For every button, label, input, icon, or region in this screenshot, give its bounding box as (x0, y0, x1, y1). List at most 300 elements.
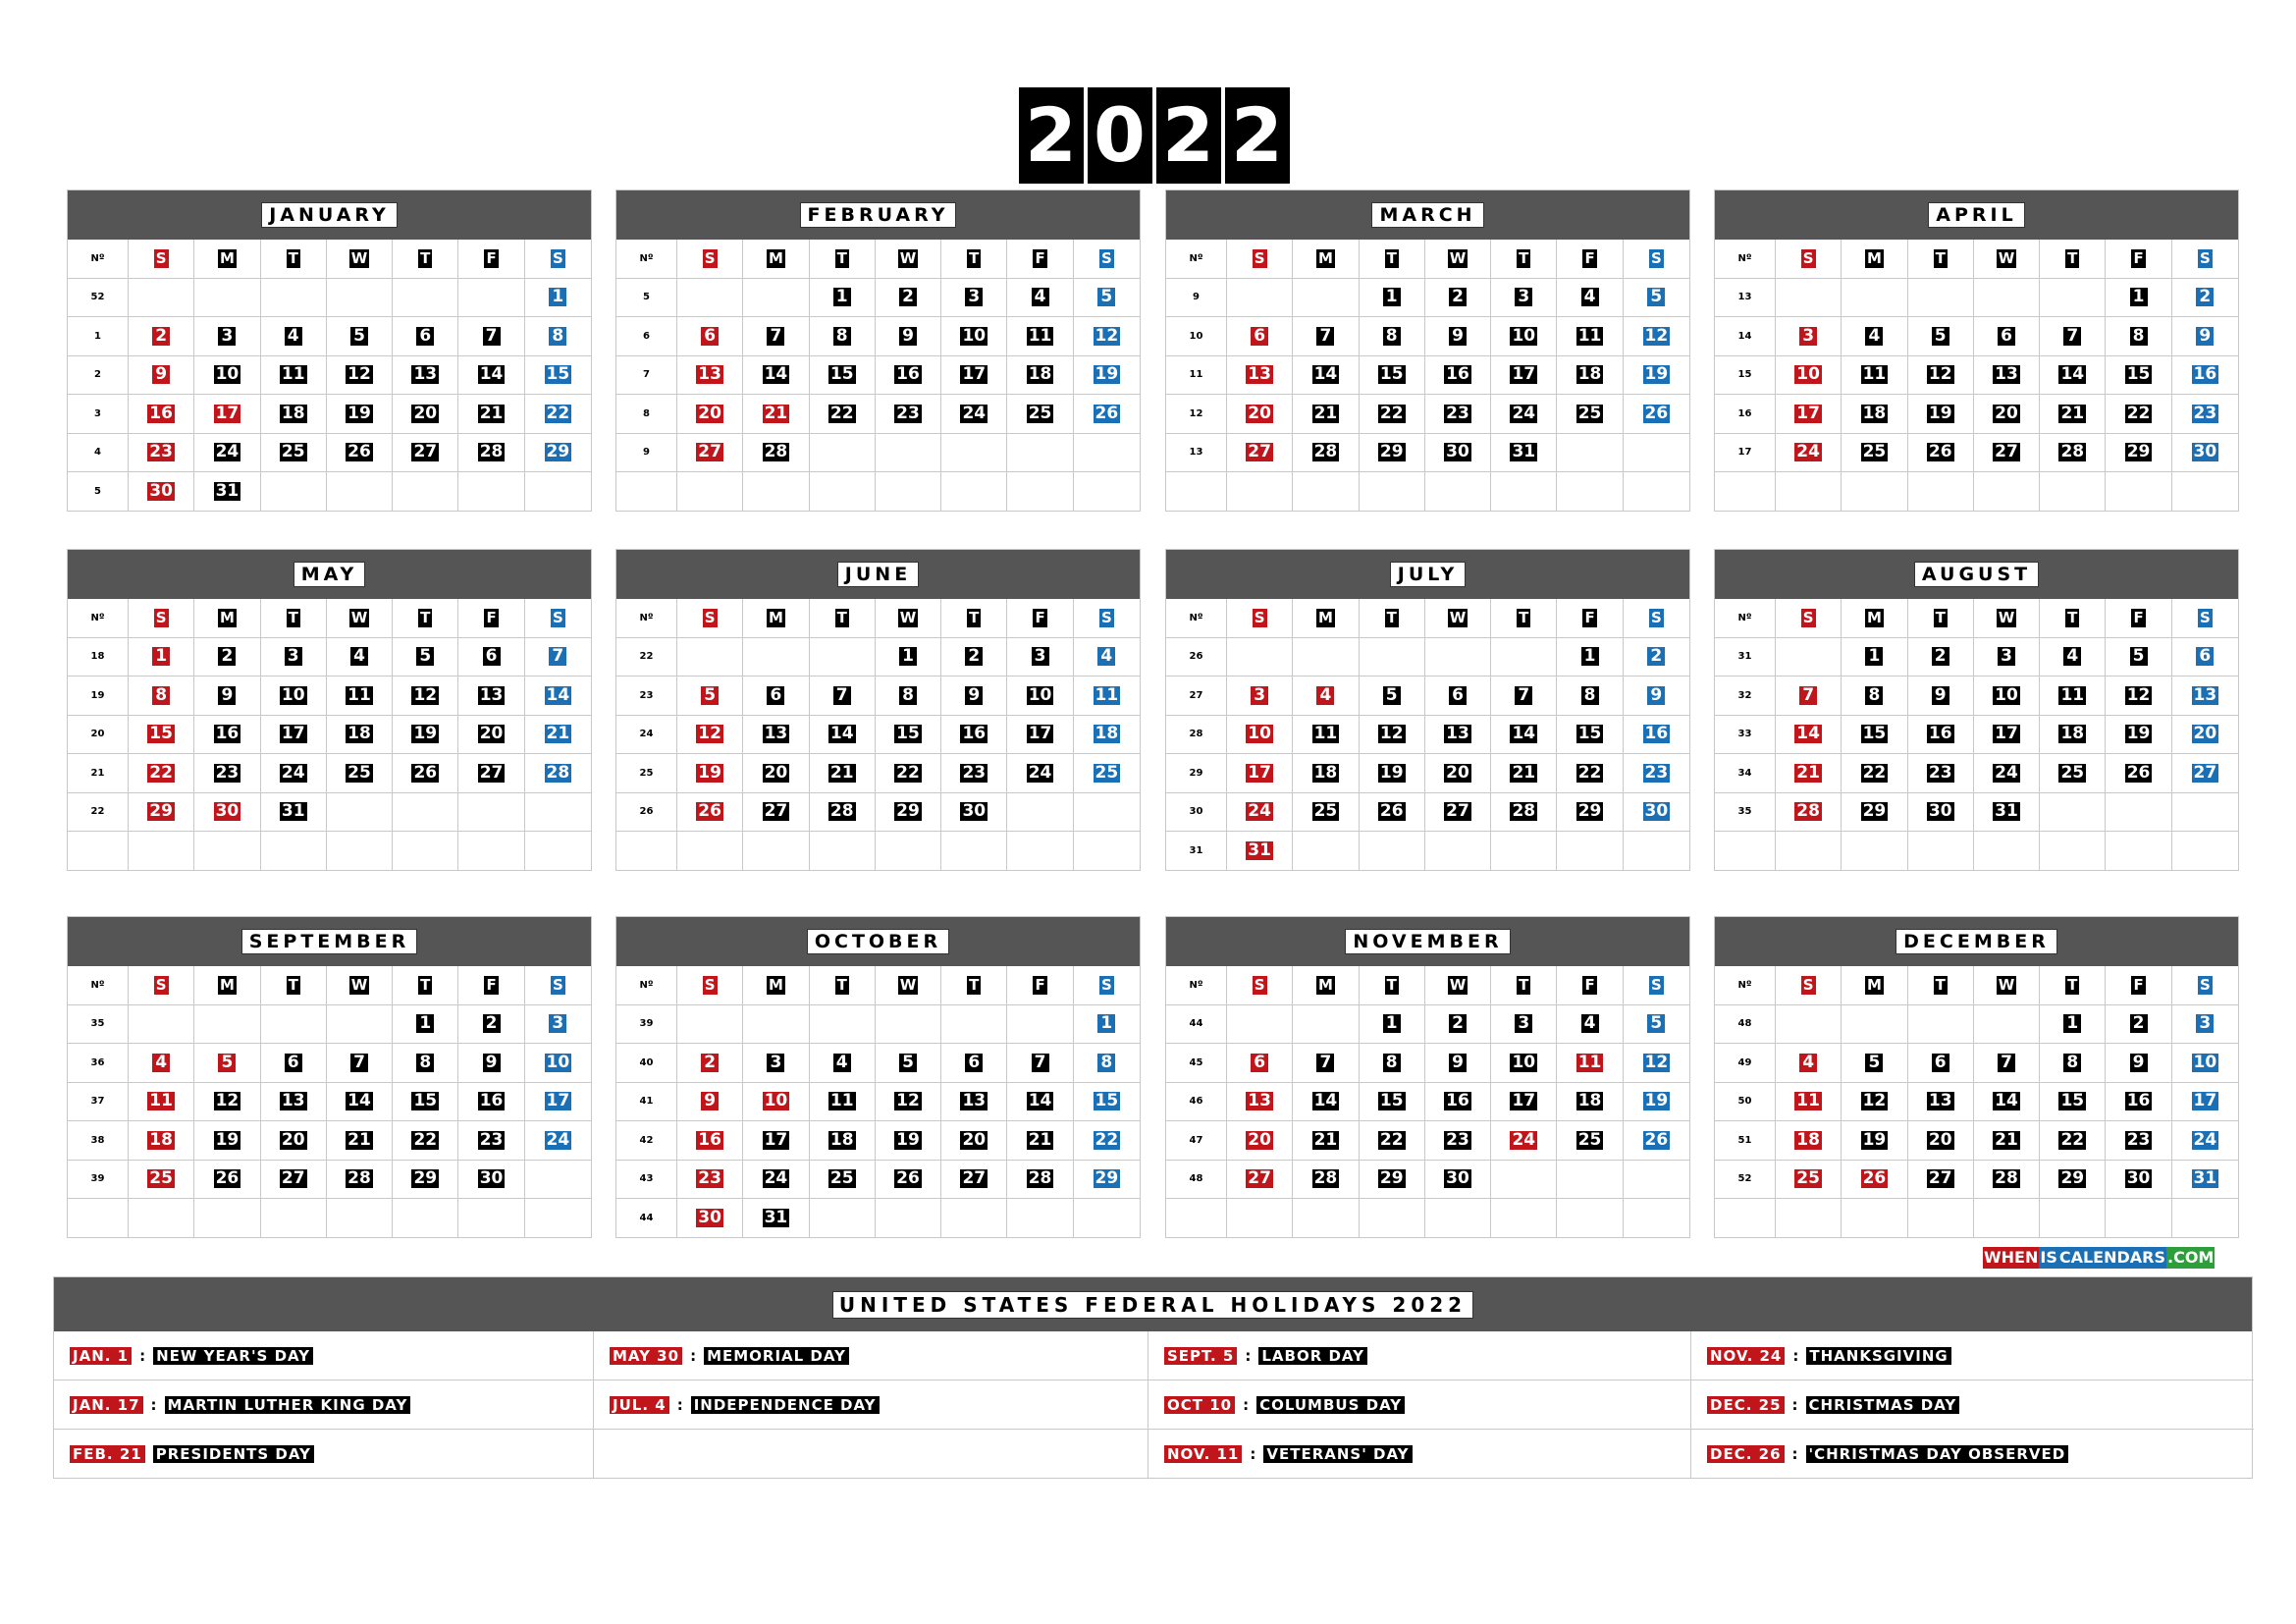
day-cell (1776, 434, 1842, 473)
day-cell (1074, 472, 1140, 512)
day-number: 18 (829, 1129, 854, 1150)
week-number: 36 (68, 1044, 129, 1083)
day-number: 29 (546, 442, 570, 462)
day-cell (393, 1121, 458, 1161)
weekday-header (743, 599, 809, 638)
day-number: 25 (1095, 762, 1119, 783)
day-number: 29 (1862, 801, 1887, 822)
day-cell (1360, 754, 1425, 793)
holidays-table (54, 1331, 2252, 1479)
day-cell (129, 1121, 194, 1161)
day-number: 8 (1581, 686, 1599, 705)
day-number: 1 (549, 288, 566, 306)
day-number: 3 (1515, 1014, 1532, 1033)
day-cell (194, 1044, 260, 1083)
week-number: 31 (1715, 638, 1776, 677)
weekday-label: S (155, 248, 167, 267)
holiday-name: LABOR DAY (1258, 1347, 1367, 1365)
day-cell (1293, 1083, 1359, 1122)
weekday-label: W (350, 975, 368, 994)
day-cell (1776, 716, 1842, 755)
day-number: 11 (1796, 1091, 1820, 1111)
day-number: 9 (701, 1092, 719, 1110)
day-number: 13 (1995, 364, 2018, 385)
day-cell (261, 317, 327, 356)
day-number: 5 (1383, 686, 1401, 705)
day-cell (1776, 832, 1842, 871)
day-cell (1074, 317, 1140, 356)
holiday-cell (54, 1380, 594, 1430)
day-cell (525, 356, 591, 396)
week-number: 13 (1715, 279, 1776, 318)
day-cell (458, 1005, 524, 1045)
weekday-label: F (486, 248, 497, 267)
day-number: 5 (1647, 1014, 1665, 1033)
day-cell (1908, 716, 1974, 755)
day-number: 5 (350, 327, 368, 346)
day-cell (458, 754, 524, 793)
day-number: 18 (347, 724, 371, 744)
month-november (1165, 916, 1690, 1238)
day-number: 21 (1796, 762, 1820, 783)
day-number: 11 (1313, 724, 1338, 744)
day-cell (1360, 279, 1425, 318)
day-number: 20 (1928, 1129, 1952, 1150)
day-cell (2040, 434, 2106, 473)
day-number: 13 (281, 1091, 305, 1111)
day-number: 8 (416, 1054, 434, 1072)
week-number: 5 (616, 279, 677, 318)
day-cell (1227, 434, 1293, 473)
day-cell (1908, 832, 1974, 871)
day-cell (2040, 716, 2106, 755)
day-cell (194, 677, 260, 716)
weekday-label: M (768, 608, 783, 626)
weekday-label: S (552, 608, 563, 626)
holiday-date: JAN. 1 (70, 1347, 132, 1365)
week-number: 42 (616, 1121, 677, 1161)
day-number: 3 (965, 288, 983, 306)
day-number: 10 (1796, 364, 1820, 385)
week-number (1715, 832, 1776, 871)
day-cell (876, 1005, 941, 1045)
day-cell (261, 832, 327, 871)
day-cell (876, 677, 941, 716)
week-number (1715, 472, 1776, 512)
day-cell (2040, 1121, 2106, 1161)
day-number: 4 (1032, 288, 1049, 306)
weekday-header (1491, 240, 1557, 279)
day-number: 27 (962, 1168, 987, 1189)
day-number: 26 (347, 442, 371, 462)
day-cell (743, 832, 809, 871)
day-cell (1227, 472, 1293, 512)
day-cell (1007, 1005, 1073, 1045)
month-name: SEPTEMBER (241, 929, 418, 954)
day-cell (1007, 395, 1073, 434)
day-number: 25 (1577, 403, 1602, 423)
day-number: 7 (1316, 1054, 1334, 1072)
weekday-header (1842, 599, 1907, 638)
day-cell (810, 1083, 876, 1122)
day-cell (261, 1199, 327, 1238)
holiday-cell (54, 1430, 594, 1479)
day-cell (1360, 638, 1425, 677)
week-number: 3 (68, 395, 129, 434)
day-cell (1491, 638, 1557, 677)
week-number: 38 (68, 1121, 129, 1161)
weekday-header (1974, 240, 2040, 279)
day-cell (1776, 793, 1842, 833)
weekday-header (1293, 240, 1359, 279)
holiday-cell (594, 1331, 1148, 1380)
day-number: 12 (347, 364, 371, 385)
month-header (1715, 550, 2238, 599)
day-cell (129, 279, 194, 318)
day-cell (525, 279, 591, 318)
day-number: 24 (2193, 1129, 2217, 1150)
day-number: 1 (2063, 1014, 2081, 1033)
day-cell (1974, 1083, 2040, 1122)
day-number: 19 (215, 1129, 240, 1150)
day-cell (1227, 1083, 1293, 1122)
day-number: 9 (899, 327, 917, 346)
day-cell (2040, 677, 2106, 716)
weekday-header (1491, 599, 1557, 638)
weekday-label: T (969, 248, 980, 267)
day-cell (194, 317, 260, 356)
day-number: 15 (1379, 1091, 1404, 1111)
day-number: 16 (1446, 1091, 1469, 1111)
weekday-label: T (420, 248, 431, 267)
week-number: 51 (1715, 1121, 1776, 1161)
week-number (68, 832, 129, 871)
weekday-label: W (350, 608, 368, 626)
day-cell (1074, 638, 1140, 677)
weekday-header (810, 599, 876, 638)
day-number: 21 (1313, 1129, 1338, 1150)
holiday-cell (1691, 1380, 2254, 1430)
weekday-header (677, 966, 743, 1005)
week-number: 9 (616, 434, 677, 473)
day-number: 28 (829, 801, 854, 822)
weekday-header (1842, 240, 1907, 279)
day-cell (1557, 1083, 1623, 1122)
day-cell (941, 472, 1007, 512)
day-cell (1557, 638, 1623, 677)
day-number: 2 (899, 288, 917, 306)
day-number: 26 (896, 1168, 920, 1189)
day-cell (810, 434, 876, 473)
day-cell (2172, 1083, 2238, 1122)
day-cell (393, 279, 458, 318)
month-october (615, 916, 1141, 1238)
holiday-separator: : (150, 1395, 157, 1414)
week-number: 8 (616, 395, 677, 434)
day-number: 4 (1581, 288, 1599, 306)
day-cell (1425, 1199, 1491, 1238)
day-cell (525, 716, 591, 755)
day-cell (1293, 1044, 1359, 1083)
day-cell (1557, 356, 1623, 396)
day-cell (1624, 793, 1689, 833)
weekday-header (1557, 599, 1623, 638)
day-cell (327, 832, 393, 871)
weekday-header (2040, 966, 2106, 1005)
day-number: 7 (2063, 327, 2081, 346)
day-number: 14 (1313, 364, 1338, 385)
day-number: 9 (1449, 1054, 1467, 1072)
week-number: 19 (68, 677, 129, 716)
day-cell (810, 832, 876, 871)
day-number: 11 (281, 364, 305, 385)
day-number: 16 (896, 364, 920, 385)
day-number: 25 (347, 762, 371, 783)
day-cell (941, 677, 1007, 716)
week-number: 33 (1715, 716, 1776, 755)
day-cell (194, 1161, 260, 1200)
day-cell (458, 638, 524, 677)
day-cell (1293, 395, 1359, 434)
weekday-label: F (1584, 608, 1595, 626)
day-cell (1776, 1044, 1842, 1083)
day-number: 15 (1577, 724, 1602, 744)
week-number: 5 (68, 472, 129, 512)
weekday-header (1360, 240, 1425, 279)
day-cell (1624, 1005, 1689, 1045)
week-number: 12 (1166, 395, 1227, 434)
day-number: 23 (962, 762, 987, 783)
month-april (1714, 189, 2239, 512)
month-name: DECEMBER (1896, 929, 2057, 954)
day-cell (194, 434, 260, 473)
day-cell (1425, 832, 1491, 871)
day-cell (1227, 279, 1293, 318)
weekday-label: T (288, 975, 298, 994)
day-number: 15 (2126, 364, 2151, 385)
day-cell (1425, 356, 1491, 396)
day-number: 25 (149, 1168, 173, 1189)
day-cell (941, 356, 1007, 396)
day-cell (1293, 434, 1359, 473)
day-number: 20 (1248, 403, 1271, 423)
day-cell (327, 1083, 393, 1122)
day-cell (810, 793, 876, 833)
day-number: 6 (1251, 327, 1268, 346)
weekday-header (327, 966, 393, 1005)
day-cell (393, 677, 458, 716)
weekday-header (1776, 966, 1842, 1005)
day-cell (194, 356, 260, 396)
day-number: 22 (2126, 403, 2151, 423)
day-cell (194, 1121, 260, 1161)
day-cell (1491, 472, 1557, 512)
day-cell (1007, 1083, 1073, 1122)
weekday-label: M (219, 248, 235, 267)
weekday-label: T (969, 975, 980, 994)
day-number: 5 (2130, 647, 2148, 666)
day-cell (2172, 793, 2238, 833)
day-cell (525, 1161, 591, 1200)
day-cell (2040, 1161, 2106, 1200)
month-march (1165, 189, 1690, 512)
day-cell (1074, 677, 1140, 716)
day-cell (677, 1083, 743, 1122)
day-number: 2 (483, 1014, 501, 1033)
day-number: 7 (1316, 327, 1334, 346)
holiday-separator: : (1792, 1346, 1799, 1365)
day-number: 2 (965, 647, 983, 666)
day-cell (1624, 832, 1689, 871)
month-header (1715, 917, 2238, 966)
holiday-cell (594, 1380, 1148, 1430)
day-cell (2172, 1121, 2238, 1161)
day-cell (677, 1199, 743, 1238)
day-cell (2040, 638, 2106, 677)
day-number: 9 (965, 686, 983, 705)
month-days-grid (1166, 599, 1689, 871)
day-number: 10 (1028, 684, 1052, 705)
weekday-label: S (1650, 608, 1662, 626)
day-cell (2040, 793, 2106, 833)
day-cell (1624, 1161, 1689, 1200)
day-cell (261, 1083, 327, 1122)
day-cell (810, 716, 876, 755)
day-cell (1908, 1161, 1974, 1200)
day-number: 22 (149, 762, 173, 783)
day-cell (194, 832, 260, 871)
day-cell (743, 317, 809, 356)
day-number: 8 (833, 327, 851, 346)
day-number: 27 (1248, 1168, 1271, 1189)
day-number: 4 (2063, 647, 2081, 666)
day-cell (1908, 1199, 1974, 1238)
week-number-header: Nº (68, 966, 129, 1005)
day-cell (810, 1161, 876, 1200)
weekday-label: W (1998, 608, 2015, 626)
day-cell (525, 1121, 591, 1161)
weekday-label: W (1449, 975, 1467, 994)
day-number: 20 (1248, 1129, 1271, 1150)
day-cell (1425, 677, 1491, 716)
day-cell (941, 716, 1007, 755)
month-header (1166, 190, 1689, 240)
day-number: 18 (1577, 364, 1602, 385)
day-cell (1491, 1005, 1557, 1045)
day-cell (1227, 832, 1293, 871)
day-cell (393, 1005, 458, 1045)
day-number: 20 (479, 724, 504, 744)
day-number: 18 (1313, 762, 1338, 783)
day-cell (2172, 1044, 2238, 1083)
day-number: 16 (149, 403, 173, 423)
weekday-label: T (1519, 608, 1529, 626)
day-cell (2106, 434, 2171, 473)
day-cell (458, 793, 524, 833)
weekday-label: M (219, 608, 235, 626)
weekday-label: W (1449, 248, 1467, 267)
day-number: 8 (2130, 327, 2148, 346)
weekday-label: S (1100, 248, 1112, 267)
day-number: 22 (896, 762, 920, 783)
day-number: 3 (1032, 647, 1049, 666)
day-cell (327, 472, 393, 512)
day-cell (1842, 279, 1907, 318)
day-number: 11 (1577, 1052, 1602, 1072)
day-cell (677, 472, 743, 512)
day-number: 5 (1932, 327, 1949, 346)
day-cell (1293, 1121, 1359, 1161)
day-cell (1227, 1044, 1293, 1083)
day-number: 6 (2196, 647, 2214, 666)
day-cell (677, 832, 743, 871)
week-number-header: Nº (68, 240, 129, 279)
weekday-header (458, 240, 524, 279)
weekday-header (1293, 599, 1359, 638)
day-number: 22 (546, 403, 570, 423)
day-cell (1624, 638, 1689, 677)
weekday-label: S (1802, 608, 1814, 626)
day-cell (1227, 1005, 1293, 1045)
day-number: 23 (1446, 1129, 1469, 1150)
day-number: 11 (1095, 684, 1119, 705)
weekday-header (525, 599, 591, 638)
day-cell (743, 1083, 809, 1122)
day-number: 14 (1313, 1091, 1338, 1111)
day-number: 2 (1449, 288, 1467, 306)
day-number: 18 (1577, 1091, 1602, 1111)
day-cell (810, 1005, 876, 1045)
day-cell (1842, 1199, 1907, 1238)
day-cell (1974, 1199, 2040, 1238)
day-number: 25 (1862, 442, 1887, 462)
day-cell (1908, 1083, 1974, 1122)
day-number: 16 (479, 1091, 504, 1111)
holiday-date: JAN. 17 (70, 1396, 143, 1414)
day-cell (1074, 1044, 1140, 1083)
day-cell (743, 793, 809, 833)
day-cell (1491, 356, 1557, 396)
day-cell (1425, 1005, 1491, 1045)
holiday-date: FEB. 21 (70, 1445, 145, 1463)
weekday-header (458, 966, 524, 1005)
weekday-label: W (899, 975, 917, 994)
day-cell (677, 793, 743, 833)
weekday-label: S (704, 248, 716, 267)
day-number: 17 (215, 403, 240, 423)
month-header (616, 190, 1140, 240)
weekday-label: W (350, 248, 368, 267)
week-number: 26 (1166, 638, 1227, 677)
day-cell (1908, 1005, 1974, 1045)
day-cell (1974, 1161, 2040, 1200)
day-cell (677, 1121, 743, 1161)
brand-logo (1983, 1247, 2248, 1269)
day-cell (1491, 754, 1557, 793)
day-cell (1776, 638, 1842, 677)
day-number: 30 (2193, 442, 2217, 462)
weekday-label: T (1519, 975, 1529, 994)
day-cell (327, 716, 393, 755)
weekday-header (2040, 240, 2106, 279)
day-cell (1007, 793, 1073, 833)
day-cell (1842, 832, 1907, 871)
week-number: 52 (1715, 1161, 1776, 1200)
week-number (616, 832, 677, 871)
holiday-name: INDEPENDENCE DAY (691, 1396, 880, 1414)
holiday-separator: : (139, 1346, 146, 1365)
brand-part: CALENDARS (2058, 1248, 2165, 1267)
